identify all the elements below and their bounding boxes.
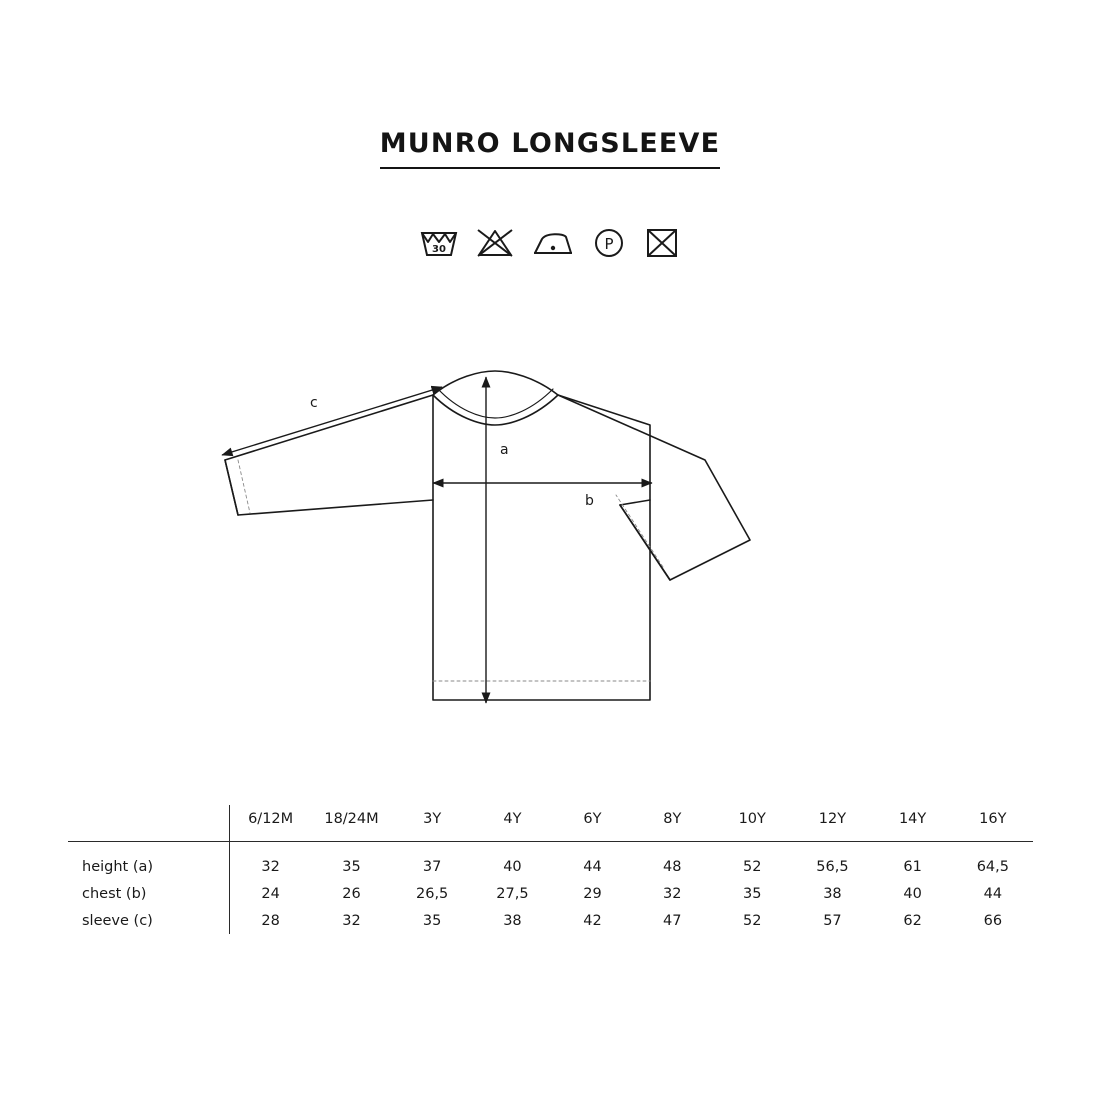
size-header-6-12m: 6/12M [230, 805, 311, 842]
cell-sleeve-4y: 38 [503, 912, 522, 929]
cell-sleeve-8y: 47 [663, 912, 682, 929]
row-label-sleeve: sleeve (c) [82, 912, 153, 929]
cell-chest-6y: 29 [583, 885, 602, 902]
cell-height-3y: 37 [422, 858, 442, 875]
cell-chest-16y: 44 [983, 885, 1003, 902]
do-not-bleach-icon [474, 225, 516, 259]
measurements-table-container [68, 805, 1033, 934]
cell-sleeve-10y: 52 [743, 912, 762, 929]
svg-text:P: P [604, 235, 614, 253]
row-label-height: height (a) [82, 858, 154, 875]
table-row-sleeve [68, 907, 1033, 934]
do-not-tumble-dry-icon [642, 225, 682, 259]
size-header-3y: 3Y [423, 810, 442, 827]
cell-chest-12y: 38 [823, 885, 842, 902]
table-header-row [68, 805, 1033, 842]
cell-sleeve-14y: 62 [903, 912, 922, 929]
size-header-14y: 14Y [898, 810, 927, 827]
measurements-table [68, 805, 1033, 934]
iron-low-icon [530, 225, 576, 259]
cell-height-4y: 40 [503, 858, 522, 875]
cell-chest-4y: 27,5 [496, 885, 529, 902]
page-title-container [0, 128, 1100, 169]
measure-label-c: c [310, 395, 318, 411]
cell-sleeve-3y: 35 [422, 912, 442, 929]
cell-chest-14y: 40 [903, 885, 922, 902]
cell-sleeve-18-24m: 32 [342, 912, 361, 929]
size-header-10y: 10Y [738, 810, 766, 827]
cell-height-10y: 52 [743, 858, 762, 875]
cell-sleeve-6y: 42 [583, 912, 602, 929]
cell-sleeve-6-12m: 28 [230, 907, 311, 934]
size-header-12y: 12Y [818, 810, 847, 827]
svg-text:30: 30 [432, 244, 446, 255]
page-title: MUNRO LONGSLEEVE [380, 128, 721, 169]
size-header-18-24m: 18/24M [324, 810, 379, 827]
measure-label-b: b [585, 493, 594, 509]
wash-30-icon [418, 225, 460, 259]
cell-height-8y: 48 [663, 858, 682, 875]
cell-chest-3y: 26,5 [416, 885, 449, 902]
cell-height-12y: 56,5 [816, 858, 849, 875]
cell-chest-18-24m: 26 [342, 885, 361, 902]
garment-technical-drawing [150, 355, 950, 755]
size-header-16y: 16Y [979, 810, 1007, 827]
measure-label-a: a [500, 442, 509, 458]
table-corner-cell [68, 805, 230, 842]
cell-height-18-24m: 35 [342, 858, 361, 875]
cell-chest-8y: 32 [663, 885, 682, 902]
cell-height-14y: 61 [903, 858, 922, 875]
professional-dry-clean-p-icon [590, 225, 628, 259]
row-label-chest: chest (b) [82, 885, 147, 902]
cell-height-16y: 64,5 [976, 858, 1009, 875]
size-header-6y: 6Y [583, 810, 602, 827]
care-symbols-row [0, 225, 1100, 259]
table-row-chest [68, 880, 1033, 907]
size-header-4y: 4Y [503, 810, 522, 827]
cell-chest-10y: 35 [743, 885, 762, 902]
cell-chest-6-12m: 24 [230, 880, 311, 907]
table-row-height [68, 842, 1033, 881]
cell-sleeve-16y: 66 [983, 912, 1003, 929]
table-head [68, 805, 1033, 842]
cell-height-6-12m: 32 [230, 842, 311, 881]
cell-sleeve-12y: 57 [823, 912, 842, 929]
size-header-8y: 8Y [663, 810, 682, 827]
cell-height-6y: 44 [583, 858, 602, 875]
table-body [68, 842, 1033, 935]
